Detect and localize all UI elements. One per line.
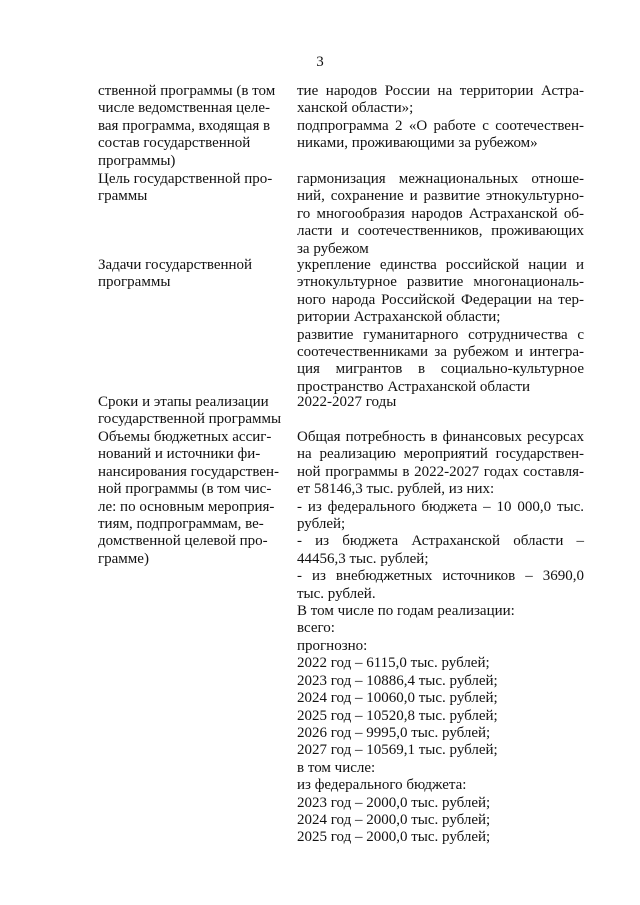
value-line: го многообразия народов Астраханской об- [297, 205, 584, 222]
value-line: всего: [297, 620, 335, 637]
value-line: В том числе по годам реализации: [297, 603, 515, 620]
value-line: - из бюджета Астраханской области – [297, 533, 584, 550]
value-line: 2022 год – 6115,0 тыс. рублей; [297, 655, 490, 672]
row-label [98, 171, 288, 206]
value-line: 2025 год – 2000,0 тыс. рублей; [297, 829, 491, 846]
value-line: 2026 год – 9995,0 тыс. рублей; [297, 724, 491, 741]
label-line: Объемы бюджетных ассиг- [98, 429, 272, 445]
value-line: подпрограмма 2 «О работе с соотечествен- [297, 117, 584, 134]
label-line: Задачи государственной [98, 257, 253, 273]
label-line: программы) [98, 152, 176, 169]
label-line: ной программы (в том чис- [98, 481, 272, 498]
value-line: пространство Астраханской области [297, 378, 531, 395]
label-line: нований и источники фи- [98, 446, 261, 463]
value-line: на реализацию мероприятий государствен- [297, 446, 584, 463]
value-line: 2025 год – 10520,8 тыс. рублей; [297, 707, 498, 724]
label-line: тиям, подпрограммам, ве- [98, 516, 264, 533]
value-line: Общая потребность в финансовых ресурсах [297, 429, 584, 445]
value-line: ханской области»; [297, 100, 414, 117]
row-value [297, 394, 584, 411]
row-value [297, 171, 584, 258]
value-line: 44456,3 тыс. рублей; [297, 550, 429, 567]
value-line: за рубежом [297, 240, 369, 257]
value-line: - из федерального бюджета – 10 000,0 тыс. [297, 498, 584, 515]
label-line: Цель государственной про- [98, 171, 273, 187]
row-value [297, 83, 584, 153]
value-line: ция мигрантов в социально-культурное [297, 361, 584, 378]
value-line: тие народов России на территории Астра- [297, 83, 584, 99]
label-line: грамме) [98, 550, 149, 567]
row-label [98, 257, 288, 292]
value-line: 2024 год – 10060,0 тыс. рублей; [297, 690, 498, 707]
value-line: рублей; [297, 516, 346, 533]
row-value [297, 257, 584, 396]
value-line: 2023 год – 10886,4 тыс. рублей; [297, 672, 498, 689]
row-label [98, 429, 288, 568]
value-line: тыс. рублей. [297, 585, 376, 602]
label-line: граммы [98, 188, 148, 205]
row-label [98, 394, 288, 429]
page-number: 3 [316, 54, 324, 70]
value-line: укрепление единства российской нации и [297, 257, 584, 273]
row-value [297, 429, 584, 847]
label-line: ственной программы (в том [98, 83, 276, 99]
label-line: вая программа, входящая в [98, 117, 271, 134]
value-line: этнокультурное развитие многонациональ- [297, 274, 584, 291]
value-line: 2023 год – 2000,0 тыс. рублей; [297, 794, 491, 811]
label-line: государственной программы [98, 411, 282, 428]
label-line: нансирования государствен- [98, 463, 279, 480]
label-line: Сроки и этапы реализации [98, 394, 269, 410]
value-line: в том числе: [297, 759, 376, 776]
value-line: ет 58146,3 тыс. рублей, из них: [297, 481, 495, 498]
value-line: ритории Астраханской области; [297, 309, 501, 326]
label-line: ле: по основным мероприя- [98, 498, 275, 515]
value-line: гармонизация межнациональных отноше- [297, 171, 584, 187]
value-line: ний, сохранение и развитие этнокультурно- [297, 188, 584, 205]
value-line: соотечественниками за рубежом и интегра- [297, 344, 584, 361]
value-line: ного народа Российской Федерации на тер- [297, 291, 584, 308]
row-label [98, 83, 288, 170]
value-line: - из внебюджетных источников – 3690,0 [297, 568, 584, 585]
label-line: программы [98, 274, 171, 291]
value-line: ной программы в 2022-2027 годах составля- [297, 463, 584, 480]
value-line: 2027 год – 10569,1 тыс. рублей; [297, 742, 498, 759]
label-line: домственной целевой про- [98, 533, 268, 550]
value-line: никами, проживающими за рубежом» [297, 135, 538, 152]
value-line: развитие гуманитарного сотрудничества с [297, 326, 584, 343]
value-line: 2022-2027 годы [297, 394, 397, 410]
value-line: из федерального бюджета: [297, 777, 467, 794]
value-line: ласти и соотечественников, проживающих [297, 223, 584, 240]
label-line: состав государственной [98, 135, 251, 152]
label-line: числе ведомственная целе- [98, 100, 270, 117]
value-line: прогнозно: [297, 637, 368, 654]
value-line: 2024 год – 2000,0 тыс. рублей; [297, 811, 491, 828]
